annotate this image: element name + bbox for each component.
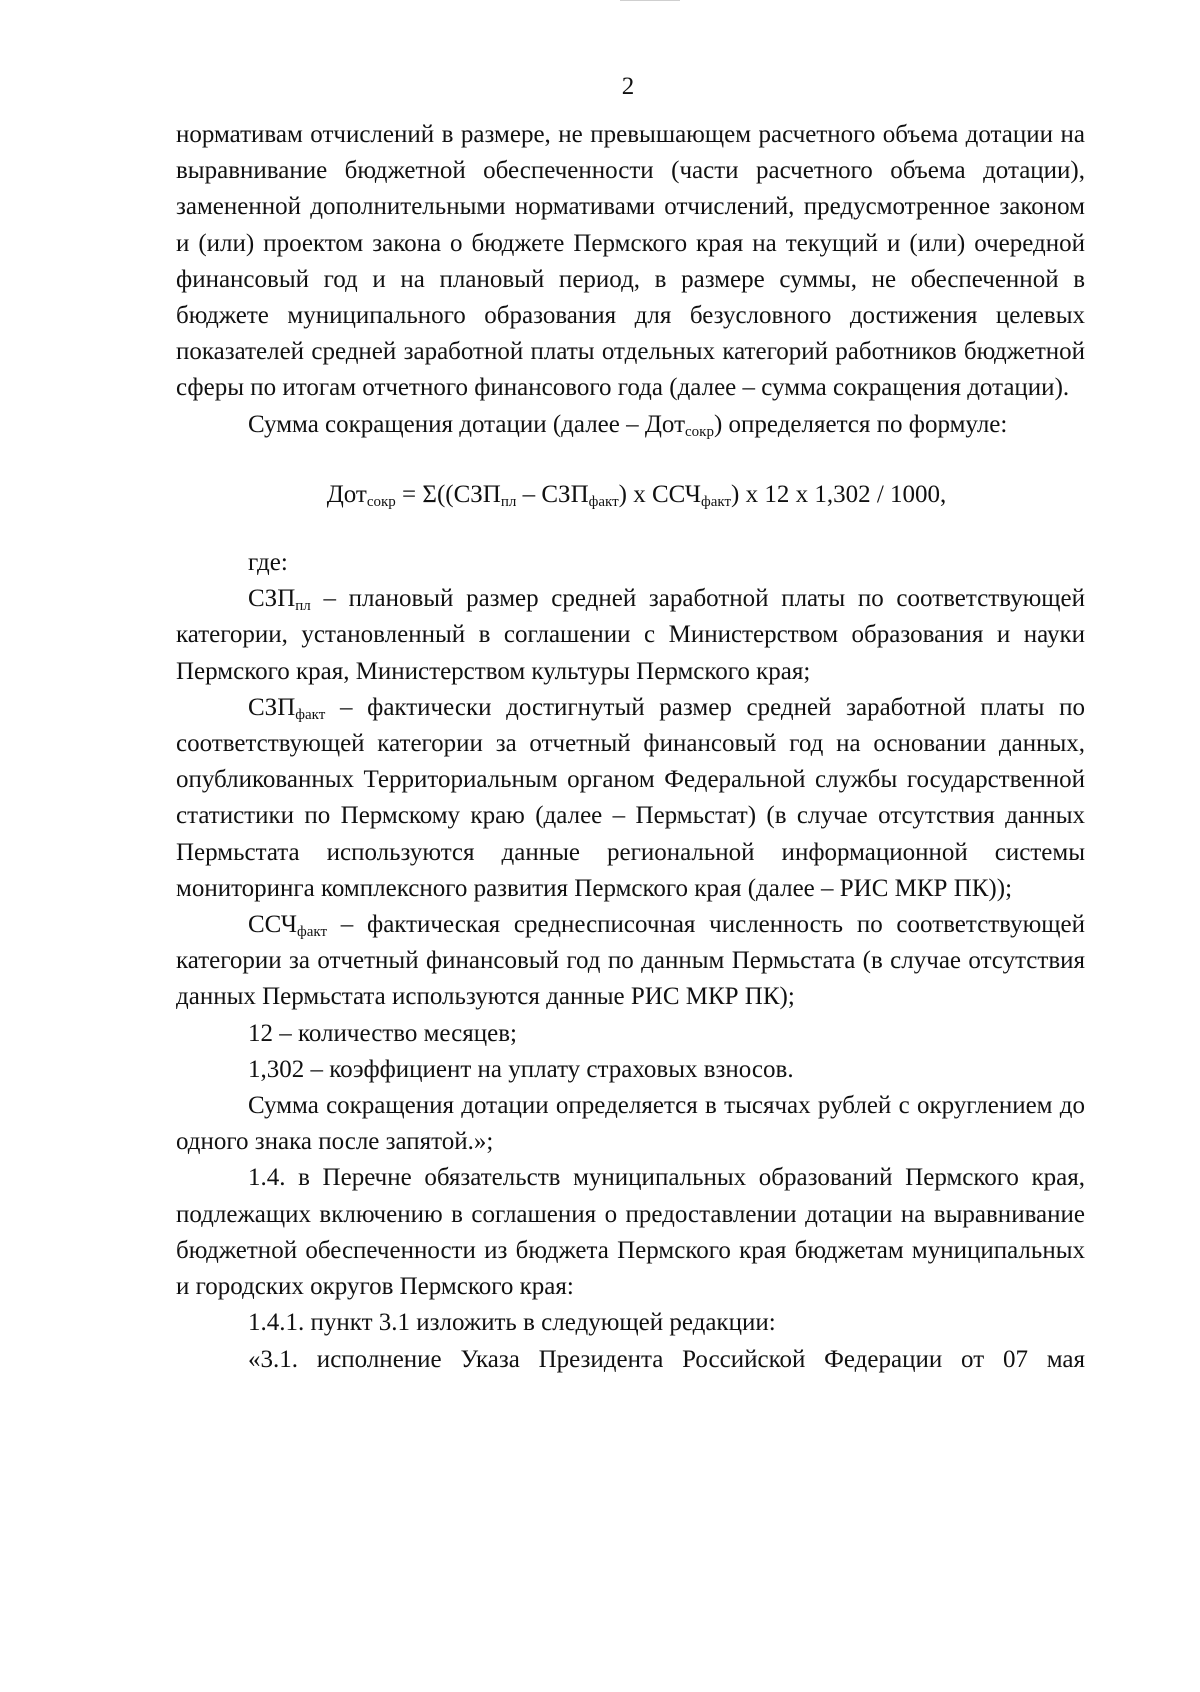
definition-szp-pl <box>176 581 1085 690</box>
paragraph-text: ) определяется по формуле: <box>713 410 1008 438</box>
definition-text: – фактическая среднесписочная численность по соответствующей категории за отчетный финансовый год по данным Пермьстата (в случае отсутствия данных Пермьстата используются данные РИС МКР ПК); <box>176 911 1085 1011</box>
definition-term: ССЧ <box>248 911 297 939</box>
where-label: где: <box>248 549 288 577</box>
formula <box>176 477 1085 513</box>
formula-part: Дот <box>326 480 367 508</box>
formula-part: ) х 12 х 1,302 / 1000, <box>731 480 947 508</box>
subscript: факт <box>296 924 328 941</box>
subscript: сокр <box>685 423 714 440</box>
definition-coefficient: 1,302 – коэффициент на уплату страховых взносов. <box>248 1055 794 1083</box>
paragraph-item-3-1: «3.1. исполнение Указа Президента Российской Федерации от 07 мая <box>248 1345 1085 1373</box>
formula-part: = Σ((СЗП <box>395 480 501 508</box>
formula-subscript: сокр <box>366 493 396 510</box>
definition-term: СЗП <box>248 693 296 721</box>
page-number: 2 <box>621 73 635 100</box>
definition-text: – плановый размер средней заработной платы по соответствующей категории, установленный в соглашении с Министерством образования и науки Пермского края, Министерством культуры Пермского края; <box>176 585 1085 685</box>
scan-artifact <box>620 0 680 1</box>
formula-subscript: пл <box>500 493 517 510</box>
definition-months: 12 – количество месяцев; <box>248 1019 517 1047</box>
paragraph-item-1-4: 1.4. в Перечне обязательств муниципальных образований Пермского края, подлежащих включению в соглашения о предоставлении дотации на выравнивание бюджетной обеспеченности из бюджета Пермского края бюджетам муниципальных и городских округов Пермского края: <box>176 1164 1085 1301</box>
subscript: пл <box>295 598 311 615</box>
formula-subscript: факт <box>588 493 619 510</box>
formula-subscript: факт <box>700 493 732 510</box>
paragraph-rounding: Сумма сокращения дотации определяется в тысячах рублей с округлением до одного знака после запятой.»; <box>176 1092 1085 1156</box>
paragraph-text: Сумма сокращения дотации (далее – Дот <box>248 410 686 438</box>
definition-szp-fakt <box>176 690 1085 907</box>
paragraph-item-1-4-1: 1.4.1. пункт 3.1 изложить в следующей редакции: <box>248 1309 776 1337</box>
definition-term: СЗП <box>248 585 296 613</box>
paragraph-continuation: нормативам отчислений в размере, не превышающем расчетного объема дотации на выравнивание бюджетной обеспеченности (части расчетного объема дотации), замененной дополнительными нормативами отчислений, предусмотренное законом и (или) проектом закона о бюджете Пермского края на текущий и (или) очередной финансовый год и на плановый период, в размере суммы, не обеспеченной в бюджете муниципального образования для безусловного достижения целевых показателей средней заработной платы отдельных категорий работников бюджетной сферы по итогам отчетного финансового года (далее – сумма сокращения дотации). <box>176 121 1085 402</box>
paragraph-reduction-sum <box>176 407 1085 443</box>
document-body <box>176 117 1085 1378</box>
subscript: факт <box>295 706 326 723</box>
definition-text: – фактически достигнутый размер средней заработной платы по соответствующей категории за отчетный финансовый год на основании данных, опубликованных Территориальным органом Федеральной службы государственной статистики по Пермскому краю (далее – Пермьстат) (в случае отсутствия данных Пермьстата используются данные региональной информационной системы мониторинга комплексного развития Пермского края (далее – РИС МКР ПК)); <box>176 693 1085 902</box>
formula-part: ) х ССЧ <box>618 480 701 508</box>
definition-ssch-fakt <box>176 907 1085 1016</box>
formula-part: – СЗП <box>516 480 589 508</box>
